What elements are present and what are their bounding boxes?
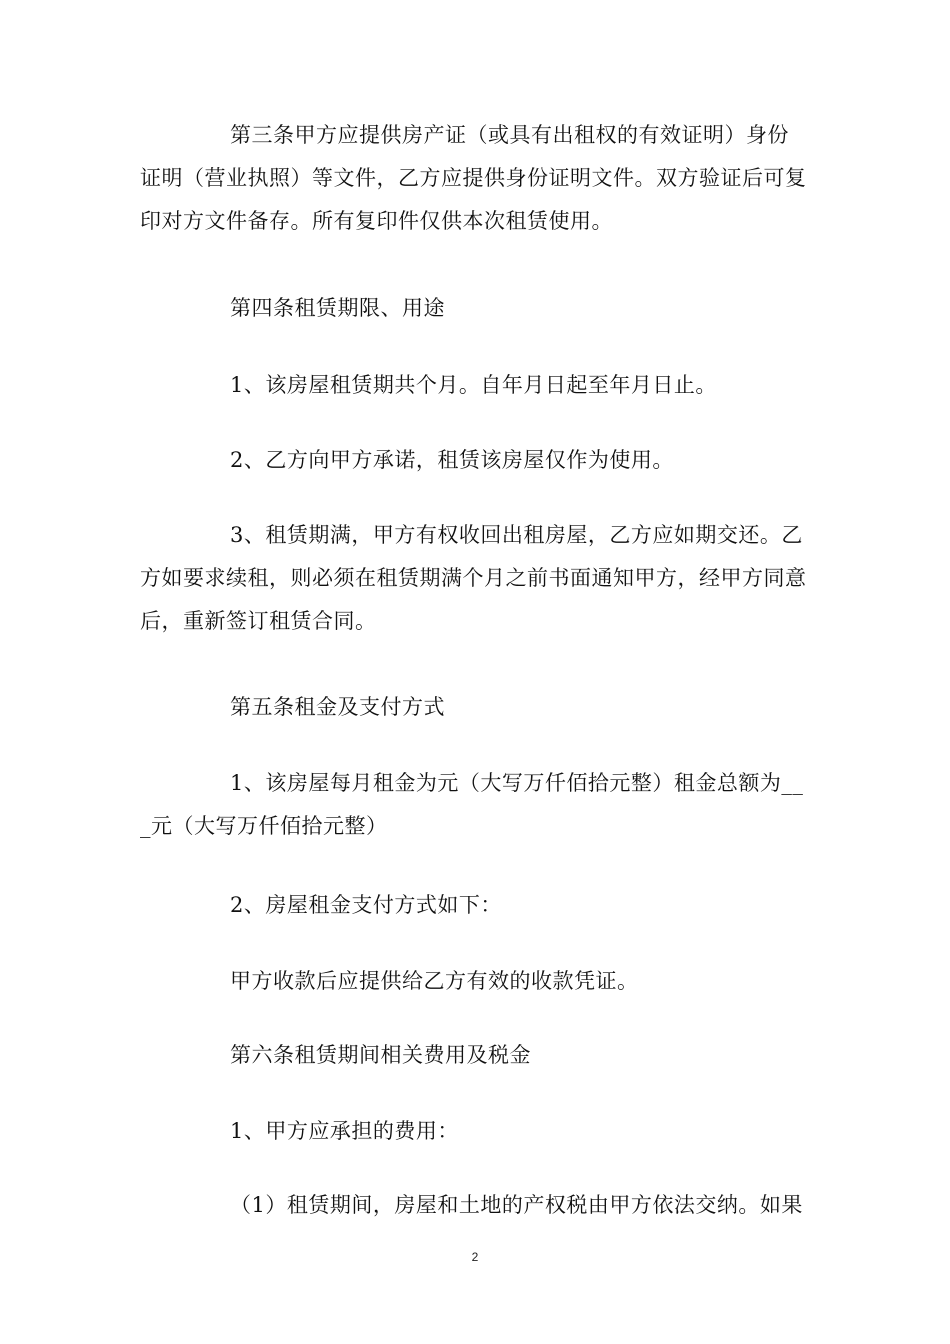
paragraph-payment-receipt: 甲方收款后应提供给乙方有效的收款凭证。: [230, 969, 639, 993]
paragraph-article-4-item-1: 1、该房屋租赁期共个月。自年月日起至年月日止。: [230, 373, 717, 397]
paragraph-article-3: 第三条甲方应提供房产证（或具有出租权的有效证明）身份证明（营业执照）等文件，乙方应提供身份证明文件。双方验证后可复印对方文件备存。所有复印件仅供本次租赁使用。: [140, 123, 807, 233]
paragraph-article-4-item-3: 3、租赁期满，甲方有权收回出租房屋，乙方应如期交还。乙方如要求续租，则必须在租赁期满个月之前书面通知甲方，经甲方同意后，重新签订租赁合同。: [140, 523, 807, 633]
heading-article-6: 第六条租赁期间相关费用及税金: [230, 1043, 531, 1067]
page-number: 2: [471, 1250, 479, 1264]
heading-article-5: 第五条租金及支付方式: [230, 695, 445, 719]
paragraph-article-6-item-1: 1、甲方应承担的费用：: [230, 1119, 459, 1143]
paragraph-article-5-item-2: 2、房屋租金支付方式如下：: [230, 893, 502, 917]
paragraph-article-5-item-1: 1、该房屋每月租金为元（大写万仟佰拾元整）租金总额为___元（大写万仟佰拾元整）: [140, 771, 804, 838]
paragraph-article-4-item-2: 2、乙方向甲方承诺，租赁该房屋仅作为使用。: [230, 448, 674, 472]
paragraph-article-6-subitem-1: （1）租赁期间，房屋和土地的产权税由甲方依法交纳。如果: [230, 1193, 803, 1217]
heading-article-4: 第四条租赁期限、用途: [230, 296, 445, 320]
